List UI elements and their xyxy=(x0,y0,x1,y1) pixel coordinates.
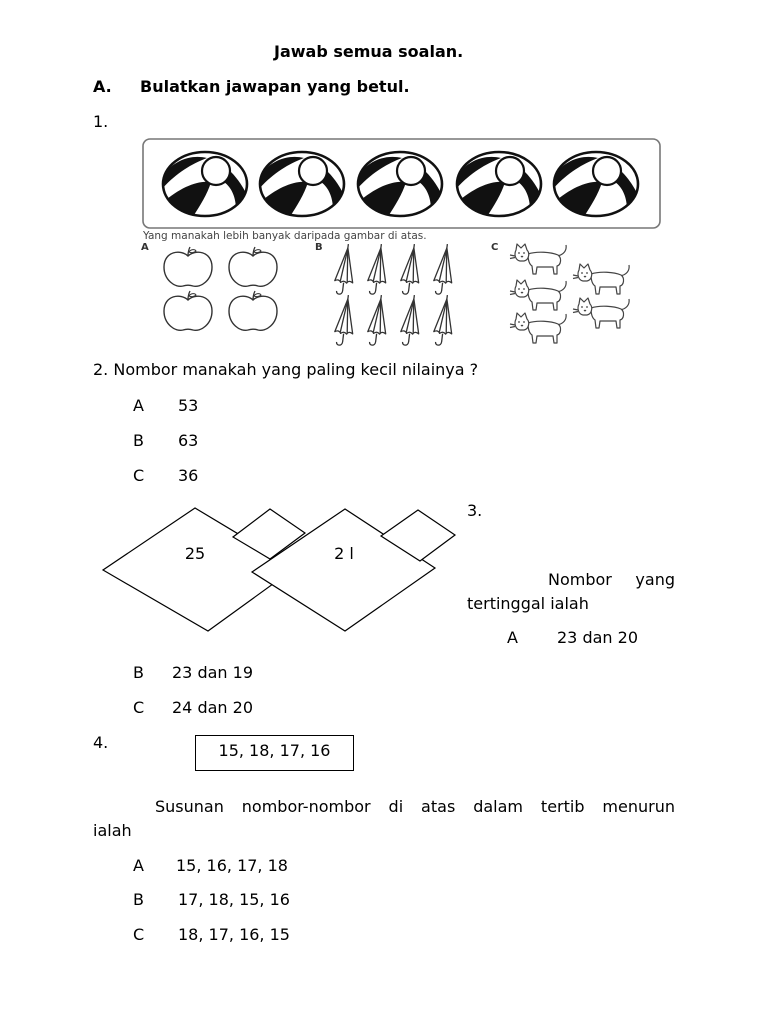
cat-icon xyxy=(510,313,566,343)
question-3-text-line: tertinggal ialah xyxy=(467,594,589,613)
section-instruction: Bulatkan jawapan yang betul. xyxy=(140,77,410,96)
apple-icon xyxy=(164,291,212,330)
beach-ball-icon xyxy=(356,152,444,220)
option-c-pictures xyxy=(510,244,629,343)
question-3-number: 3. xyxy=(467,501,483,520)
q2-option-c-label: C xyxy=(133,466,145,485)
cat-icon xyxy=(510,280,566,310)
diamond-label: 2 l xyxy=(334,544,354,563)
option-a-pictures xyxy=(164,247,277,330)
worksheet-title: Jawab semua soalan. xyxy=(274,42,464,61)
q3-option-b-value: 23 dan 19 xyxy=(172,663,253,682)
q2-option-c-value: 36 xyxy=(178,466,199,485)
section-label: A. xyxy=(93,77,112,96)
q4-option-c-value: 18, 17, 16, 15 xyxy=(178,925,290,944)
umbrella-icon xyxy=(366,243,390,296)
q2-option-b-label: B xyxy=(133,431,144,450)
apple-icon xyxy=(229,291,277,330)
cat-icon xyxy=(573,298,629,328)
beach-ball-icon xyxy=(161,152,249,220)
q2-option-a-label: A xyxy=(133,396,144,415)
umbrella-icon xyxy=(432,243,456,296)
apple-icon xyxy=(229,247,277,286)
q3-option-c-label: C xyxy=(133,698,145,717)
question-2-number: 2. xyxy=(93,360,109,379)
option-b-pictures xyxy=(333,243,456,347)
q3-option-c-value: 24 dan 20 xyxy=(172,698,253,717)
question-2-line xyxy=(93,360,478,380)
option-a-label: A xyxy=(141,242,149,253)
diamond-label: 25 xyxy=(184,544,206,563)
question-4-number: 4. xyxy=(93,733,109,752)
q3-option-b-label: B xyxy=(133,663,144,682)
umbrella-icon xyxy=(333,294,357,347)
question-1-number: 1. xyxy=(93,112,109,131)
umbrella-icon xyxy=(399,294,423,347)
beach-ball-icon xyxy=(258,152,346,220)
number-diamonds-diagram xyxy=(95,500,465,640)
q4-option-a-value: 15, 16, 17, 18 xyxy=(176,856,288,875)
question-3-text-line: Nombor yang xyxy=(548,570,675,589)
q2-option-b-value: 63 xyxy=(178,431,199,450)
beach-ball-icon xyxy=(552,152,640,220)
option-c-label: C xyxy=(491,242,499,253)
q4-option-a-label: A xyxy=(133,856,144,875)
option-b-label: B xyxy=(315,242,323,253)
q4-option-b-value: 17, 18, 15, 16 xyxy=(178,890,290,909)
number-sequence-box: 15, 18, 17, 16 xyxy=(195,735,354,771)
question-1-picture xyxy=(133,130,688,346)
apple-icon xyxy=(164,247,212,286)
q2-option-a-value: 53 xyxy=(178,396,199,415)
umbrella-icon xyxy=(399,243,423,296)
umbrella-icon xyxy=(333,243,357,296)
umbrella-icon xyxy=(432,294,456,347)
q4-option-b-label: B xyxy=(133,890,144,909)
figure-caption: Yang manakah lebih banyak daripada gambar di atas. xyxy=(143,230,427,242)
question-4-text-line: ialah xyxy=(93,821,132,840)
q4-option-c-label: C xyxy=(133,925,145,944)
question-4-text-line: Susunan nombor-nombor di atas dalam tertib menurun xyxy=(155,797,675,816)
q3-option-a-value: 23 dan 20 xyxy=(557,628,638,647)
reference-pictures xyxy=(161,152,640,220)
q3-option-a-label: A xyxy=(507,628,518,647)
question-2-text: Nombor manakah yang paling kecil nilainya ? xyxy=(113,360,479,379)
cat-icon xyxy=(510,244,566,274)
cat-icon xyxy=(573,264,629,294)
umbrella-icon xyxy=(366,294,390,347)
beach-ball-icon xyxy=(455,152,543,220)
